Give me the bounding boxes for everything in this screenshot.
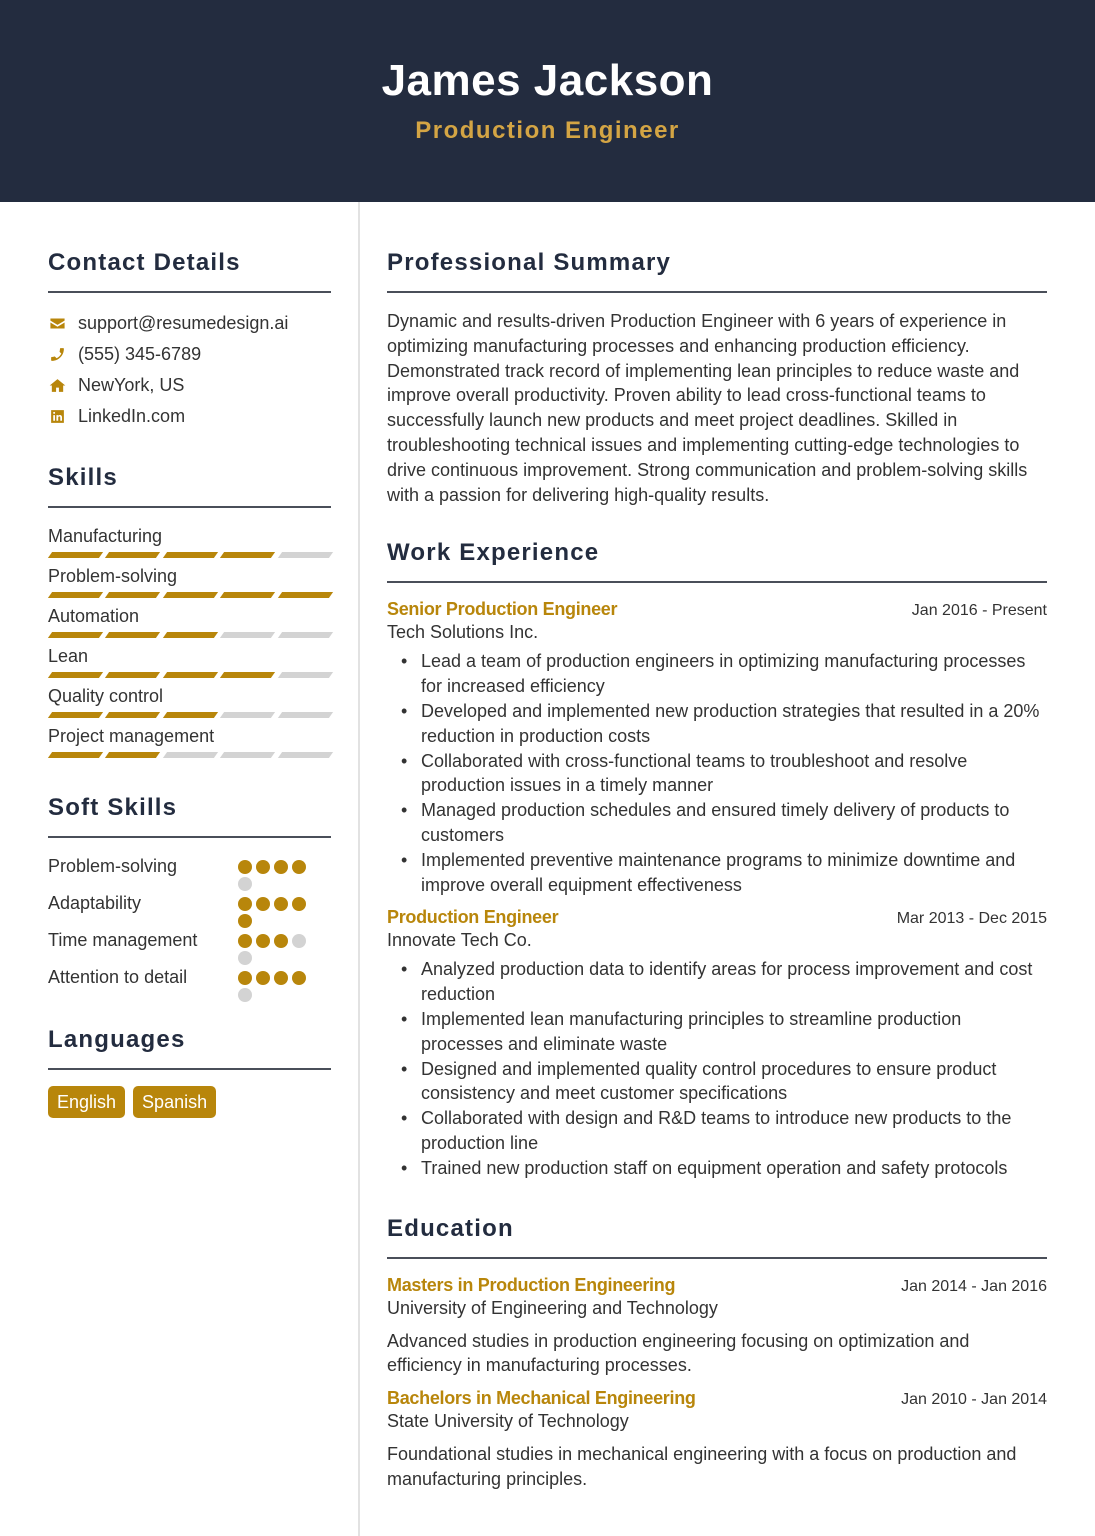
level-segment-empty xyxy=(163,752,219,758)
school-name: State University of Technology xyxy=(387,1411,629,1432)
skill-label: Problem-solving xyxy=(48,566,178,586)
education-list xyxy=(387,1275,1047,1492)
bullet-item: • Collaborated with cross-functional teams to troubleshoot and resolve production issues in a timely manner xyxy=(401,749,1047,799)
soft-skill-item xyxy=(48,854,331,891)
rating-dot-empty xyxy=(292,934,306,948)
job-company: Innovate Tech Co. xyxy=(387,930,532,951)
contact-email[interactable] xyxy=(48,308,331,339)
skill-level-bar xyxy=(48,752,331,758)
level-segment-filled xyxy=(48,552,104,558)
summary-section xyxy=(387,249,1047,507)
contact-section xyxy=(48,249,331,432)
soft-skills-section xyxy=(48,794,331,1002)
rating-dot-filled xyxy=(256,860,270,874)
education-section xyxy=(387,1215,1047,1492)
language-tag: English xyxy=(48,1086,125,1118)
contact-email-text: support@resumedesign.ai xyxy=(78,313,289,333)
sidebar xyxy=(48,202,331,1118)
skill-item xyxy=(48,724,331,758)
level-segment-filled xyxy=(48,632,104,638)
contact-phone-text: (555) 345-6789 xyxy=(78,344,202,364)
soft-skill-rating xyxy=(238,891,318,928)
soft-skill-rating xyxy=(238,854,318,891)
education-date: Jan 2010 - Jan 2014 xyxy=(901,1391,1047,1409)
job-title: Senior Production Engineer xyxy=(387,599,618,620)
soft-skill-item xyxy=(48,928,331,965)
education-entry xyxy=(387,1275,1047,1379)
degree-title: Masters in Production Engineering xyxy=(387,1274,676,1295)
bullet-item: • Collaborated with design and R&D teams to introduce new products to the production line xyxy=(401,1106,1047,1156)
envelope-icon xyxy=(48,315,66,333)
contact-list xyxy=(48,308,331,432)
education-header xyxy=(387,1275,1047,1296)
level-segment-filled xyxy=(163,672,219,678)
soft-skill-item xyxy=(48,965,331,1002)
level-segment-filled xyxy=(220,672,276,678)
linkedin-icon xyxy=(48,408,66,426)
skill-item xyxy=(48,684,331,718)
soft-skill-item xyxy=(48,891,331,928)
skills-list xyxy=(48,524,331,758)
level-segment-filled xyxy=(105,552,161,558)
level-segment-empty xyxy=(220,712,276,718)
level-segment-empty xyxy=(278,752,334,758)
soft-skills-heading: Soft Skills xyxy=(48,794,331,838)
rating-dot-empty xyxy=(238,877,252,891)
skill-label: Lean xyxy=(48,646,89,666)
rating-dot-filled xyxy=(256,934,270,948)
rating-dot-empty xyxy=(238,951,252,965)
job-header xyxy=(387,907,1047,928)
skill-level-bar xyxy=(48,592,331,598)
phone-icon xyxy=(48,346,66,364)
rating-dot-filled xyxy=(256,897,270,911)
contact-location-text: NewYork, US xyxy=(78,375,185,395)
job-date: Mar 2013 - Dec 2015 xyxy=(896,910,1047,928)
rating-dot-filled xyxy=(274,934,288,948)
skills-heading: Skills xyxy=(48,464,331,508)
rating-dot-filled xyxy=(274,897,288,911)
level-segment-empty xyxy=(278,552,334,558)
education-description: Advanced studies in production engineering focusing on optimization and efficiency in manufacturing processes. xyxy=(387,1330,970,1376)
main-content xyxy=(387,202,1047,1498)
job-title: Production Engineer xyxy=(387,907,559,928)
level-segment-empty xyxy=(278,672,334,678)
job-date: Jan 2016 - Present xyxy=(911,602,1047,620)
experience-heading: Work Experience xyxy=(387,539,1047,583)
education-header xyxy=(387,1388,1047,1409)
job-entry xyxy=(387,599,1047,897)
education-entry xyxy=(387,1388,1047,1492)
level-segment-empty xyxy=(220,752,276,758)
contact-linkedin[interactable] xyxy=(48,401,331,432)
skill-item xyxy=(48,644,331,678)
level-segment-filled xyxy=(163,712,219,718)
level-segment-filled xyxy=(278,592,334,598)
soft-skill-label: Problem-solving xyxy=(48,856,178,876)
languages-heading: Languages xyxy=(48,1026,331,1070)
language-tag: Spanish xyxy=(133,1086,216,1118)
jobs-list xyxy=(387,599,1047,1180)
rating-dot-filled xyxy=(238,860,252,874)
job-bullets xyxy=(387,957,1047,1180)
skill-label: Manufacturing xyxy=(48,526,163,546)
contact-linkedin-text: LinkedIn.com xyxy=(78,406,186,426)
education-heading: Education xyxy=(387,1215,1047,1259)
rating-dot-filled xyxy=(292,971,306,985)
skill-label: Automation xyxy=(48,606,140,626)
skill-item xyxy=(48,524,331,558)
degree-title: Bachelors in Mechanical Engineering xyxy=(387,1388,696,1409)
level-segment-filled xyxy=(163,592,219,598)
soft-skill-rating xyxy=(238,965,318,1002)
summary-text: Dynamic and results-driven Production Engineer with 6 years of experience in optimizing manufacturing processes and enhancing production efficiency. Demonstrated track record of implementing lean principles to reduce waste and improve overall productivity. Proven ability to lead cross-functional teams to successfully launch new products and meet project deadlines. Skilled in troubleshooting technical issues and implementing cutting-edge technologies to drive continuous improvement. Strong communication and problem-solving skills with a passion for delivering high-quality results. xyxy=(387,311,1028,505)
rating-dot-filled xyxy=(274,860,288,874)
level-segment-filled xyxy=(48,592,104,598)
rating-dot-filled xyxy=(238,914,252,928)
job-entry xyxy=(387,907,1047,1180)
soft-skills-list xyxy=(48,854,331,1002)
soft-skill-rating xyxy=(238,928,318,965)
level-segment-empty xyxy=(278,712,334,718)
soft-skill-label: Adaptability xyxy=(48,893,142,913)
rating-dot-filled xyxy=(274,971,288,985)
resume-header xyxy=(0,0,1095,202)
school-name: University of Engineering and Technology xyxy=(387,1297,718,1318)
bullet-item: • Analyzed production data to identify areas for process improvement and cost reduction xyxy=(401,957,1047,1007)
languages-list xyxy=(48,1086,331,1118)
level-segment-filled xyxy=(163,552,219,558)
bullet-item: • Implemented preventive maintenance programs to minimize downtime and improve overall equipment effectiveness xyxy=(401,848,1047,898)
bullet-item: • Managed production schedules and ensured timely delivery of products to customers xyxy=(401,798,1047,848)
rating-dot-filled xyxy=(292,860,306,874)
skill-label: Project management xyxy=(48,726,215,746)
contact-heading: Contact Details xyxy=(48,249,331,293)
bullet-item: • Designed and implemented quality control procedures to ensure product consistency and meet customer specifications xyxy=(401,1057,1047,1107)
level-segment-filled xyxy=(48,672,104,678)
level-segment-filled xyxy=(163,632,219,638)
level-segment-filled xyxy=(105,632,161,638)
experience-section xyxy=(387,539,1047,1180)
bullet-item: • Trained new production staff on equipment operation and safety protocols xyxy=(401,1156,1047,1181)
bullet-item: • Developed and implemented new production strategies that resulted in a 20% reduction in production costs xyxy=(401,699,1047,749)
contact-phone[interactable] xyxy=(48,339,331,370)
level-segment-filled xyxy=(220,552,276,558)
level-segment-filled xyxy=(105,592,161,598)
rating-dot-filled xyxy=(292,897,306,911)
languages-section xyxy=(48,1026,331,1118)
education-date: Jan 2014 - Jan 2016 xyxy=(901,1277,1047,1295)
bullet-item: • Lead a team of production engineers in optimizing manufacturing processes for increased efficiency xyxy=(401,649,1047,699)
level-segment-empty xyxy=(220,632,276,638)
level-segment-empty xyxy=(278,632,334,638)
skill-item xyxy=(48,564,331,598)
summary-heading: Professional Summary xyxy=(387,249,1047,293)
skill-label: Quality control xyxy=(48,686,164,706)
level-segment-filled xyxy=(105,712,161,718)
rating-dot-filled xyxy=(256,971,270,985)
level-segment-filled xyxy=(220,592,276,598)
job-company: Tech Solutions Inc. xyxy=(387,622,539,643)
soft-skill-label: Attention to detail xyxy=(48,967,188,987)
home-icon xyxy=(48,377,66,395)
skill-level-bar xyxy=(48,552,331,558)
skill-level-bar xyxy=(48,672,331,678)
rating-dot-filled xyxy=(238,897,252,911)
level-segment-filled xyxy=(48,712,104,718)
contact-location xyxy=(48,370,331,401)
column-divider xyxy=(358,202,360,1536)
skills-section xyxy=(48,464,331,758)
level-segment-filled xyxy=(48,752,104,758)
level-segment-filled xyxy=(105,752,161,758)
level-segment-filled xyxy=(105,672,161,678)
skill-item xyxy=(48,604,331,638)
rating-dot-filled xyxy=(238,971,252,985)
candidate-title: Production Engineer xyxy=(415,117,680,144)
bullet-item: • Implemented lean manufacturing principles to streamline production processes and eliminate waste xyxy=(401,1007,1047,1057)
soft-skill-label: Time management xyxy=(48,930,198,950)
job-header xyxy=(387,599,1047,620)
skill-level-bar xyxy=(48,632,331,638)
job-bullets xyxy=(387,649,1047,897)
skill-level-bar xyxy=(48,712,331,718)
rating-dot-empty xyxy=(238,988,252,1002)
education-description: Foundational studies in mechanical engineering with a focus on production and manufacturing principles. xyxy=(387,1444,1017,1489)
candidate-name: James Jackson xyxy=(381,56,714,105)
rating-dot-filled xyxy=(238,934,252,948)
